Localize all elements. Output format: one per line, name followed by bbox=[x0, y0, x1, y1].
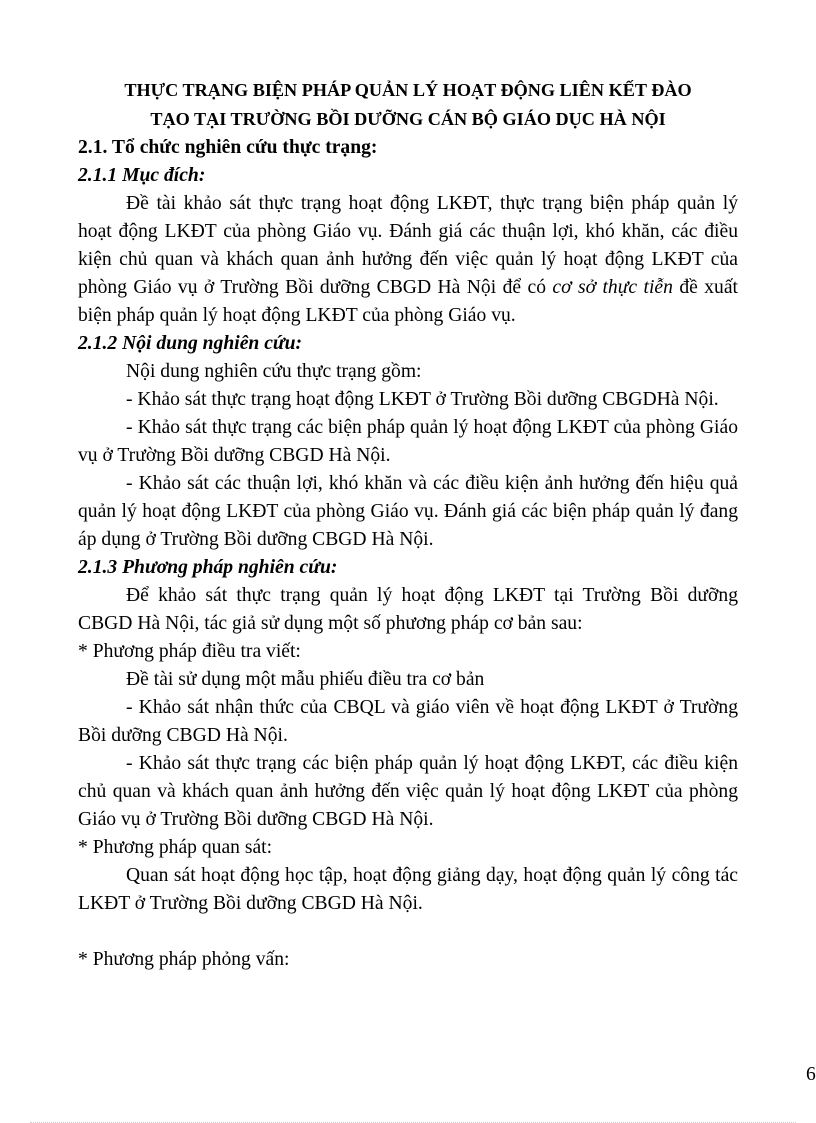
document-page bbox=[78, 76, 738, 974]
content-item-3: - Khảo sát các thuận lợi, khó khăn và các điều kiện ảnh hưởng đến hiệu quả quản lý hoạt động LKĐT của phòng Giáo vụ. Đánh giá các biện pháp quản lý đang áp dụng ở Trường Bồi dưỡng CBGD Hà Nội. bbox=[78, 473, 738, 550]
page-number: 6 bbox=[806, 1064, 816, 1085]
blank-line bbox=[78, 918, 738, 946]
document-title-line-1: THỰC TRẠNG BIỆN PHÁP QUẢN LÝ HOẠT ĐỘNG LIÊN KẾT ĐÀO bbox=[124, 80, 692, 100]
purpose-text-start: Đề tài khảo sát thực trạng hoạt động LKĐT, thực trạng biện pháp quản lý hoạt động LKĐT của phòng Giáo vụ. Đánh giá các thuận lợi, khó khăn, các điều kiện chủ quan và khách quan ảnh hưởng đến việc quản lý hoạt động LKĐT của phòng Giáo vụ ở Trường Bồi dưỡng CBGD Hà Nội để có bbox=[78, 193, 738, 298]
purpose-text-end: đề xuất biện pháp quản lý hoạt động LKĐT của phòng Giáo vụ. bbox=[78, 277, 738, 326]
method-observation-text: Quan sát hoạt động học tập, hoạt động giảng dạy, hoạt động quản lý công tác LKĐT ở Trường Bồi dưỡng CBGD Hà Nội. bbox=[78, 865, 738, 914]
purpose-emphasis: cơ sở thực tiễn bbox=[552, 277, 673, 298]
document-title-line-2: TẠO TẠI TRƯỜNG BỒI DƯỠNG CÁN BỘ GIÁO DỤC HÀ NỘI bbox=[150, 109, 666, 129]
content-intro: Nội dung nghiên cứu thực trạng gồm: bbox=[126, 361, 422, 382]
content-item-2: - Khảo sát thực trạng các biện pháp quản lý hoạt động LKĐT của phòng Giáo vụ ở Trường Bồi dưỡng CBGD Hà Nội. bbox=[78, 417, 738, 466]
method-observation-heading: * Phương pháp quan sát: bbox=[78, 837, 273, 858]
method-survey-item-2: - Khảo sát thực trạng các biện pháp quản lý hoạt động LKĐT, các điều kiện chủ quan và khách quan ảnh hưởng đến việc quản lý hoạt động LKĐT của phòng Giáo vụ ở Trường Bồi dưỡng CBGD Hà Nội. bbox=[78, 753, 738, 830]
section-heading-2-1-2: 2.1.2 Nội dung nghiên cứu: bbox=[78, 333, 303, 354]
section-heading-2-1-1: 2.1.1 Mục đích: bbox=[78, 165, 206, 186]
method-interview-heading: * Phương pháp phỏng vấn: bbox=[78, 949, 290, 970]
purpose-paragraph bbox=[78, 190, 738, 330]
methods-intro: Để khảo sát thực trạng quản lý hoạt động LKĐT tại Trường Bồi dưỡng CBGD Hà Nội, tác giả sử dụng một số phương pháp cơ bản sau: bbox=[78, 585, 738, 634]
method-survey-heading: * Phương pháp điều tra viết: bbox=[78, 641, 301, 662]
section-heading-2-1: 2.1. Tổ chức nghiên cứu thực trạng: bbox=[78, 137, 378, 158]
method-survey-item-1: - Khảo sát nhận thức của CBQL và giáo viên về hoạt động LKĐT ở Trường Bồi dưỡng CBGD Hà Nội. bbox=[78, 697, 738, 746]
method-survey-text: Đề tài sử dụng một mẫu phiếu điều tra cơ bản bbox=[126, 669, 485, 690]
content-item-1: - Khảo sát thực trạng hoạt động LKĐT ở Trường Bồi dưỡng CBGDHà Nội. bbox=[126, 389, 719, 410]
section-heading-2-1-3: 2.1.3 Phương pháp nghiên cứu: bbox=[78, 557, 338, 578]
